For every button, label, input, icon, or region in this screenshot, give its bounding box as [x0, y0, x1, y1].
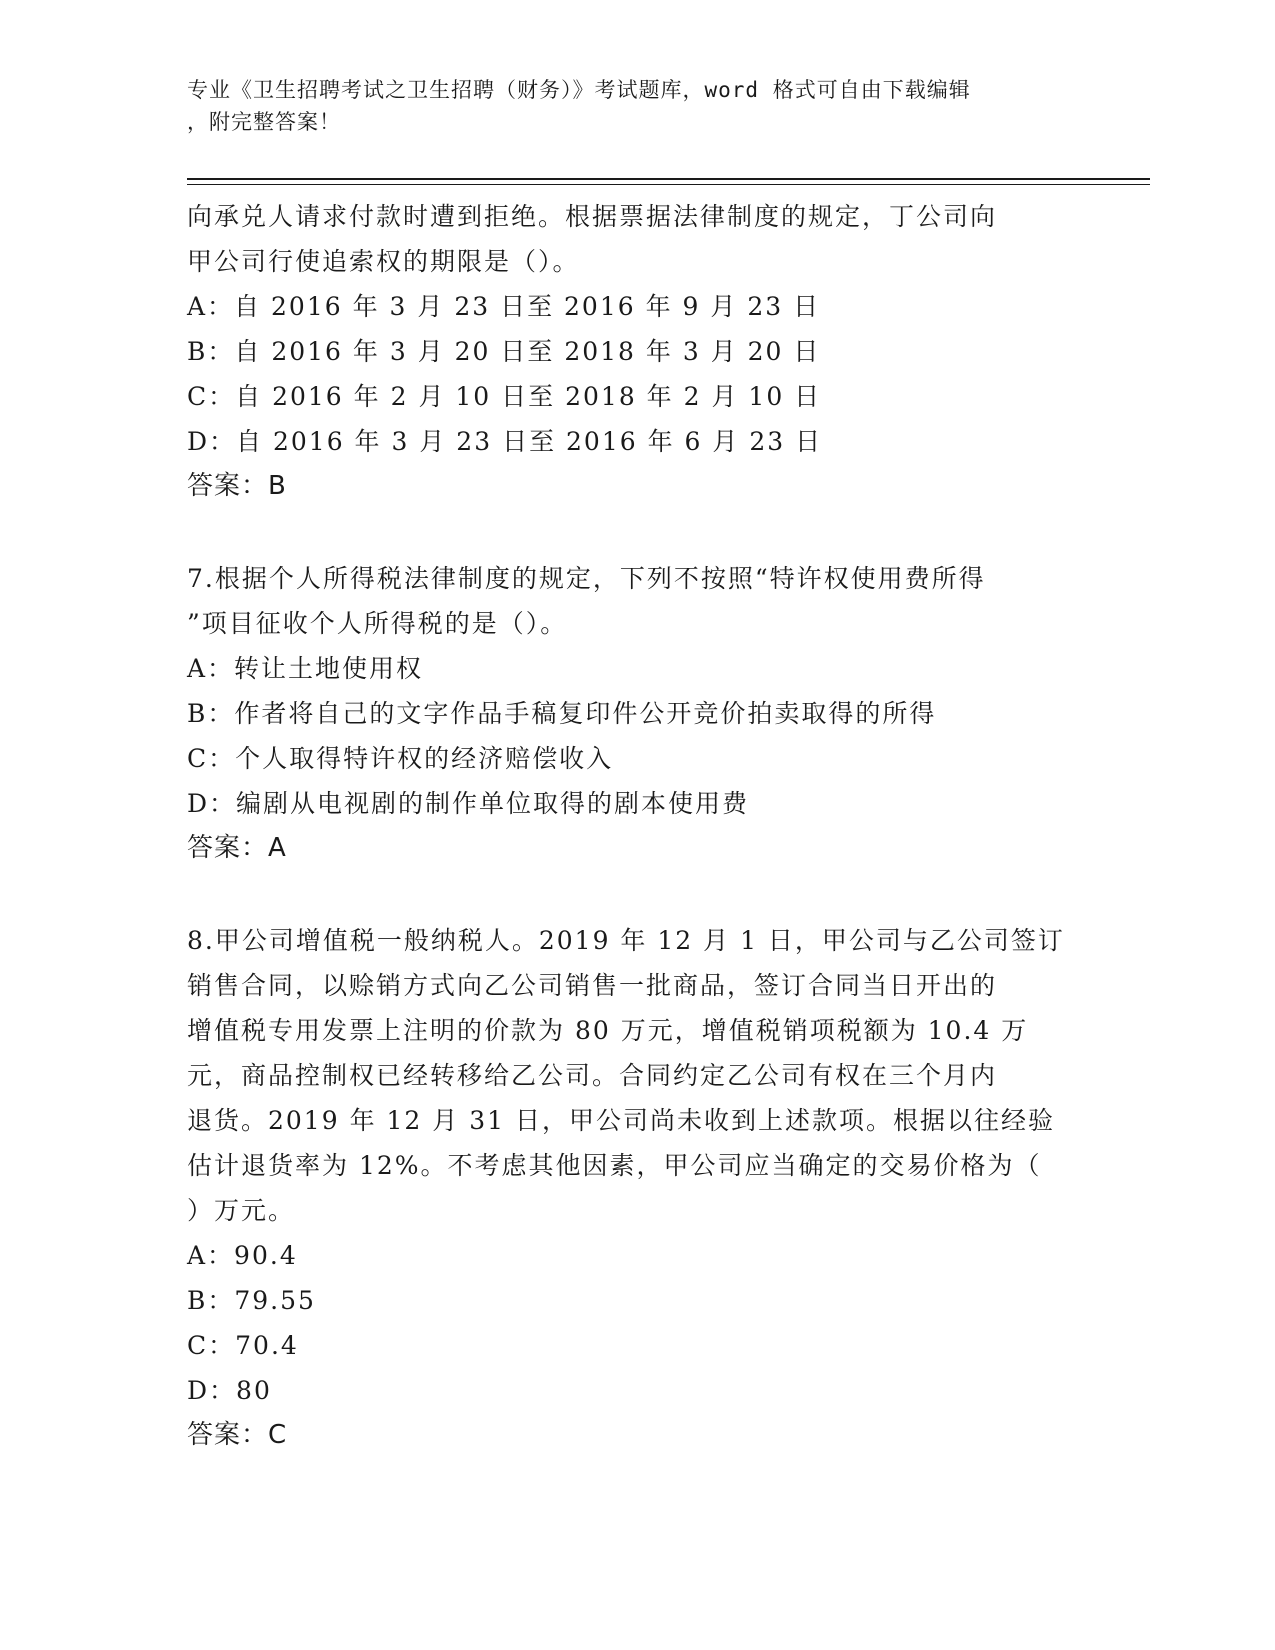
question-spacer	[187, 871, 1087, 918]
question-7-option-a: A：转让土地使用权	[187, 654, 424, 683]
header-divider-thin	[187, 184, 1150, 185]
question-8	[187, 918, 1087, 1458]
question-6-option-d: D：自 2016 年 3 月 23 日至 2016 年 6 月 23 日	[187, 427, 823, 456]
question-list	[187, 194, 1087, 1458]
question-8-option-b: B：79.55	[187, 1286, 316, 1315]
question-6-option-b: B：自 2016 年 3 月 20 日至 2018 年 3 月 20 日	[187, 337, 821, 366]
question-7-answer: 答案：A	[187, 833, 287, 863]
question-7	[187, 556, 1087, 871]
question-7-stem-line-2: ”项目征收个人所得税的是（）。	[187, 609, 568, 638]
question-8-stem-line-6: 估计退货率为 12%。不考虑其他因素，甲公司应当确定的交易价格为（	[187, 1151, 1042, 1180]
question-8-option-a: A：90.4	[187, 1241, 298, 1270]
header-title-line-1: 专业《卫生招聘考试之卫生招聘（财务）》考试题库，word 格式可自由下载编辑	[187, 78, 971, 102]
question-8-stem-line-4: 元，商品控制权已经转移给乙公司。合同约定乙公司有权在三个月内	[187, 1061, 998, 1090]
question-6-stem-line-2: 甲公司行使追索权的期限是（）。	[187, 247, 580, 276]
question-6-option-c: C：自 2016 年 2 月 10 日至 2018 年 2 月 10 日	[187, 382, 822, 411]
question-7-option-c: C：个人取得特许权的经济赔偿收入	[187, 744, 614, 773]
question-8-stem-line-7: ）万元。	[187, 1196, 296, 1225]
question-7-option-b: B：作者将自己的文字作品手稿复印件公开竞价拍卖取得的所得	[187, 699, 937, 728]
question-7-option-d: D：编剧从电视剧的制作单位取得的剧本使用费	[187, 789, 750, 818]
question-6-stem-line-1: 向承兑人请求付款时遭到拒绝。根据票据法律制度的规定，丁公司向	[187, 202, 998, 231]
question-8-option-c: C：70.4	[187, 1331, 299, 1360]
header-title-line-2: ，附完整答案！	[187, 110, 341, 134]
question-7-stem-line-1: 7.根据个人所得税法律制度的规定，下列不按照“特许权使用费所得	[187, 564, 986, 593]
document-header	[187, 74, 1067, 138]
question-8-option-d: D：80	[187, 1376, 272, 1405]
question-6	[187, 194, 1087, 509]
question-8-answer: 答案：C	[187, 1420, 288, 1450]
header-divider-thick	[187, 178, 1150, 180]
question-6-answer: 答案：B	[187, 471, 287, 501]
question-spacer	[187, 509, 1087, 556]
question-8-stem-line-1: 8.甲公司增值税一般纳税人。2019 年 12 月 1 日，甲公司与乙公司签订	[187, 926, 1065, 955]
question-8-stem-line-3: 增值税专用发票上注明的价款为 80 万元，增值税销项税额为 10.4 万	[187, 1016, 1029, 1045]
question-8-stem-line-2: 销售合同，以赊销方式向乙公司销售一批商品，签订合同当日开出的	[187, 971, 998, 1000]
question-6-option-a: A：自 2016 年 3 月 23 日至 2016 年 9 月 23 日	[187, 292, 821, 321]
question-8-stem-line-5: 退货。2019 年 12 月 31 日，甲公司尚未收到上述款项。根据以往经验	[187, 1106, 1055, 1135]
